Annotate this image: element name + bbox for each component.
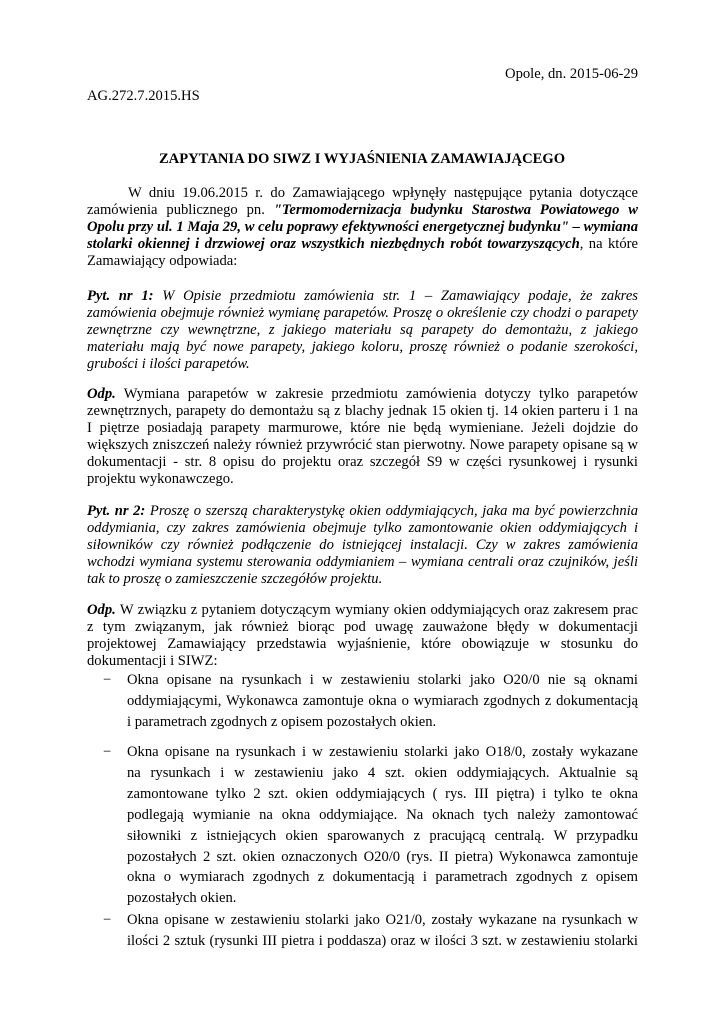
question-2 bbox=[87, 503, 638, 588]
question-line: Pyt. nr 2: Proszę o szerszą charakterystykę okien oddymiających, jaka ma być powierzchnia bbox=[87, 503, 638, 519]
bullet-line: ilości 2 sztuk (rysunki III pietra i poddasza) oraz w ilości 3 szt. w zestawieniu stolarki bbox=[127, 932, 638, 949]
answer-line: z tym związanym, jak również biorąc pod uwagę zauważone błędy w dokumentacji bbox=[87, 618, 638, 635]
answer-1 bbox=[87, 386, 638, 487]
question-line: zamówienia obejmuje również wymianę parapetów. Proszę o określenie czy chodzi o parapety bbox=[87, 304, 638, 321]
question-label: Pyt. nr 1: bbox=[87, 288, 154, 304]
question-line: oddymiania, czy zakres zamówienia obejmuje tylko zamontowanie okien oddymiających i bbox=[87, 519, 638, 536]
bullet-line: Okna opisane w zestawieniu stolarki jako O21/0, zostały wykazane na rysunkach w bbox=[127, 912, 638, 928]
question-line: zewnętrzne czy wewnętrzne, z jakiego materiału są parapety do demontażu, z jakiego bbox=[87, 321, 638, 338]
dash-bullet-icon: − bbox=[103, 912, 112, 928]
bullet-line: i parametrach zgodnych z opisem pozostałych okien. bbox=[127, 713, 437, 730]
answer-label: Odp. bbox=[87, 602, 116, 618]
document-title: ZAPYTANIA DO SIWZ I WYJAŚNIENIA ZAMAWIAJĄCEGO bbox=[158, 151, 566, 167]
intro-line: zamówienia publicznego pn. "Termomodernizacja budynku Starostwa Powiatowego w bbox=[87, 201, 638, 218]
answer-line: dokumentacji i SIWZ: bbox=[87, 652, 218, 669]
bullet-line: siłowniki z istniejących okien sparowanych z pracującą centralą. W przypadku bbox=[127, 827, 638, 844]
bullet-line: zamontowane tylko 2 szt. okien oddymiających ( rys. III piętra) i tylko te okna bbox=[127, 785, 638, 802]
bullet-line: na rysunkach i w zestawieniu jako 4 szt. okien oddymiających. Aktualnie są bbox=[127, 764, 638, 781]
answer-line: Odp. Wymiana parapetów w zakresie przedmiotu zamówienia dotyczy tylko parapetów bbox=[87, 386, 638, 402]
question-line: wchodzi wymiana systemu sterowania oddymianiem – wymiana centrali oraz czujników, jeśli bbox=[87, 553, 638, 570]
intro-line: stolarki okiennej i drzwiowej oraz wszystkich niezbędnych robót towarzyszących, na które bbox=[87, 235, 638, 252]
reference-number: AG.272.7.2015.HS bbox=[87, 88, 200, 104]
bullet-line: pozostałych 2 szt. okien oznaczonych O20/0 (rys. II pietra) Wykonawca zamontuje bbox=[127, 848, 638, 865]
place-date: Opole, dn. 2015-06-29 bbox=[505, 66, 638, 82]
answer-line: I piętrze posiadają parapety marmurowe, które nie będą wymieniane. Jeżeli dojdzie do bbox=[87, 419, 638, 436]
dash-bullet-icon: − bbox=[103, 744, 112, 760]
question-line: siłowników czy również podłączenie do istniejącej instalacji. Czy w zakres zamówienia bbox=[87, 536, 638, 553]
bullet-line: Okna opisane na rysunkach i w zestawieniu stolarki jako O18/0, zostały wykazane bbox=[127, 744, 638, 760]
intro-line: Zamawiający odpowiada: bbox=[87, 252, 238, 269]
question-label: Pyt. nr 2: bbox=[87, 503, 146, 519]
intro-line: Opolu przy ul. 1 Maja 29, w celu poprawy efektywności energetycznej budynku" – wymiana bbox=[87, 218, 638, 235]
bullet-line: okna o wymiarach zgodnych z dokumentacją i parametrach zgodnych z opisem bbox=[127, 869, 638, 886]
bullet-line: pozostałych okien. bbox=[127, 890, 237, 907]
intro-paragraph bbox=[87, 185, 638, 270]
question-line: materiału mają być nowe parapety, jakiego koloru, proszę również o podanie szerokości, bbox=[87, 338, 638, 355]
answer-line: zewnętrznych, parapety do demontażu są z blachy jednak 15 okien tj. 14 okien parteru i 1 na bbox=[87, 402, 638, 419]
bullet-line: podlegają wymianie na okna oddymiające. Na oknach tych należy zamontować bbox=[127, 806, 638, 823]
answer-line: projektu wykonawczego. bbox=[87, 470, 234, 487]
answer-2 bbox=[87, 602, 638, 670]
question-line: Pyt. nr 1: W Opisie przedmiotu zamówienia str. 1 – Zamawiający podaje, że zakres bbox=[87, 288, 638, 304]
answer-line: dokumentacji - str. 8 opisu do projektu oraz szczegół S9 w części rysunkowej i rysunki bbox=[87, 453, 638, 470]
question-line: tak to proszę o zamieszczenie szczegółów projektu. bbox=[87, 570, 383, 587]
answer-line: większych zniszczeń należy również przywrócić stan pierwotny. Nowe parapety opisane są w bbox=[87, 436, 638, 453]
answer-label: Odp. bbox=[87, 386, 116, 402]
question-1 bbox=[87, 288, 638, 373]
bullet-line: oddymiającymi, Wykonawca zamontuje okna o wymiarach zgodnych z dokumentacją bbox=[127, 692, 638, 709]
question-line: grubości i ilości parapetów. bbox=[87, 355, 250, 372]
answer-line: Odp. W związku z pytaniem dotyczącym wymiany okien oddymiających oraz zakresem prac bbox=[87, 602, 638, 618]
answer-line: projektowej Zamawiający przedstawia wyjaśnienie, które obowiązuje w stosunku do bbox=[87, 635, 638, 652]
intro-line: W dniu 19.06.2015 r. do Zamawiającego wpłynęły następujące pytania dotyczące bbox=[128, 185, 638, 201]
bullet-line: Okna opisane na rysunkach i w zestawieniu stolarki jako O20/0 nie są oknami bbox=[127, 672, 638, 688]
dash-bullet-icon: − bbox=[103, 672, 112, 688]
